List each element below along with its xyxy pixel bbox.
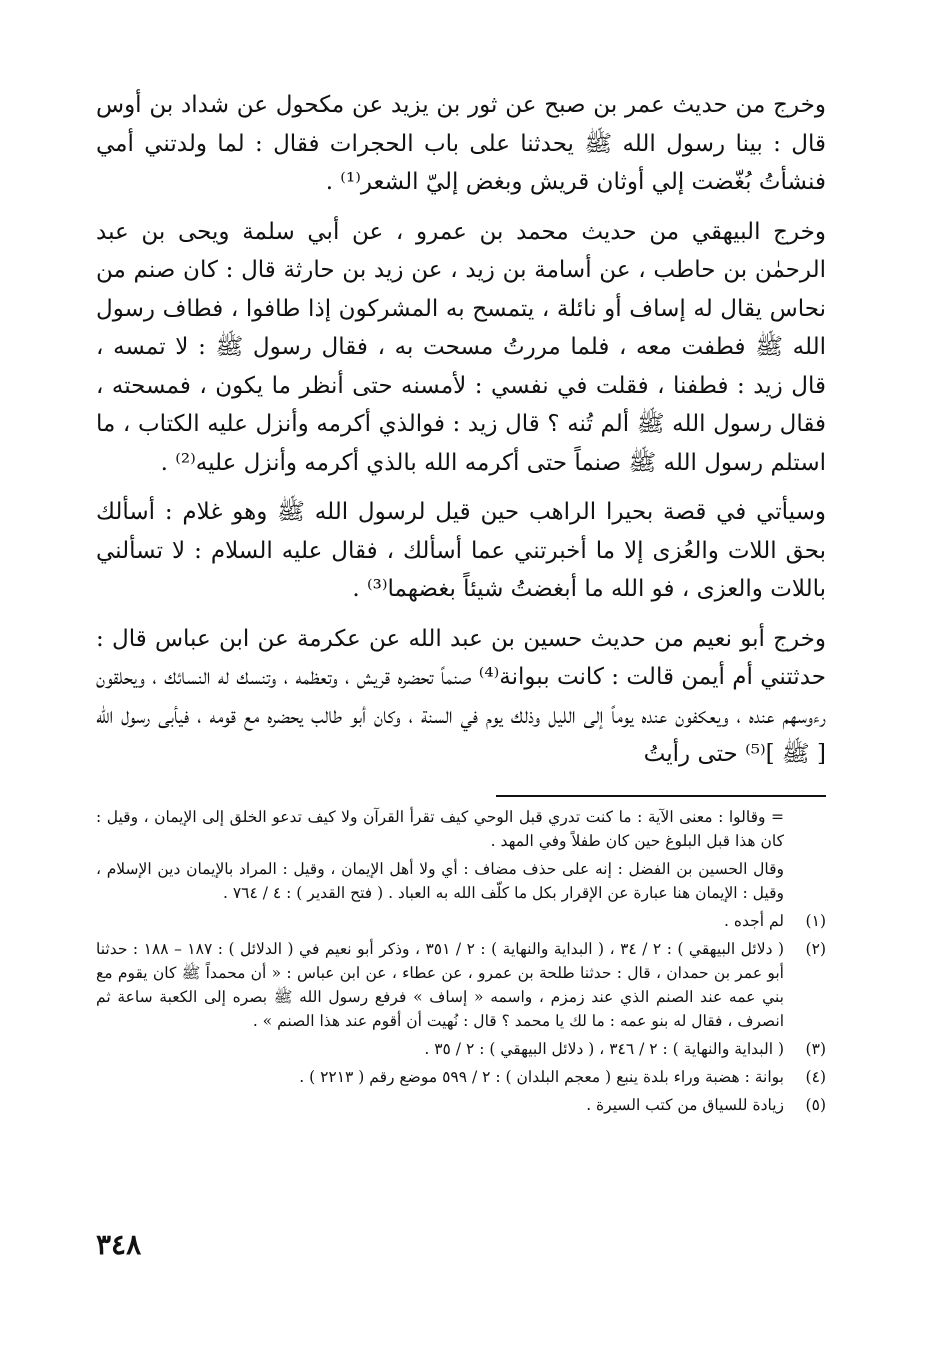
footnote-3 bbox=[96, 1037, 826, 1061]
footnote-number: (١) bbox=[805, 912, 826, 930]
footnote-5 bbox=[96, 1093, 826, 1117]
main-text bbox=[96, 86, 826, 785]
footnote-text: لم أجده . bbox=[724, 912, 784, 930]
footnote-number: (٥) bbox=[805, 1096, 826, 1114]
footnote-number: (٣) bbox=[805, 1040, 826, 1058]
footnote-continuation-1: = وقالوا : معنى الآية : ما كنت تدري قبل الوحي كيف تقرأ القرآن ولا كيف تدعو الخلق إلى الإيمان ، وقيل : كان هذا قبل البلوغ حين كان طفلاً وفي المهد . bbox=[96, 808, 784, 850]
footnotes bbox=[96, 805, 826, 1121]
footnote-continuation-2: وقال الحسين بن الفضل : إنه على حذف مضاف : أي ولا أهل الإيمان ، وقيل : المراد بالإيمان دين الإسلام ، وقيل : الإيمان هنا عبارة عن الإقرار بكل ما كلّف الله به العباد . ( فتح القدير ) : ٤ / ٧٦٤ . bbox=[96, 860, 784, 902]
footnote-text: ( البداية والنهاية ) : ٢ / ٣٤٦ ، ( دلائل البيهقي ) : ٢ / ٣٥ . bbox=[424, 1040, 784, 1058]
footnote-2 bbox=[96, 937, 826, 1033]
footnote-number: (٢) bbox=[805, 940, 826, 958]
footnote-number: (٤) bbox=[805, 1068, 826, 1086]
paragraph-2: وخرج البيهقي من حديث محمد بن عمرو ، عن أبي سلمة ويحى بن عبد الرحمٰن بن حاطب ، عن أسامة بن زيد ، عن زيد بن حارثة قال : كان صنم من نحاس يقال له إساف أو نائلة ، يتمسح به المشركون إذا طافوا ، فطاف رسول الله ﷺ فطفت معه ، فلما مررتُ مسحت به ، فقال رسول ﷺ : لا تمسه ، قال زيد : فطفنا ، فقلت في نفسي : لأمسنه حتى أنظر ما يكون ، فمسحته ، فقال رسول الله ﷺ ألم تُنه ؟ قال زيد : فوالذي أكرمه وأنزل عليه الكتاب ، ما استلم رسول الله ﷺ صنماً حتى أكرمه الله بالذي أكرمه وأنزل عليه⁽²⁾ . bbox=[96, 218, 826, 476]
footnote-text: بوانة : هضبة وراء بلدة ينبع ( معجم البلدان ) : ٢ / ٥٩٩ موضع رقم ( ٢٢١٣ ) . bbox=[299, 1068, 784, 1086]
paragraph-3: وسيأتي في قصة بحيرا الراهب حين قيل لرسول الله ﷺ وهو غلام : أسألك بحق اللات والعُزى إلا ما أخبرتني عما أسألك ، فقال عليه السلام : لا تسألني باللات والعزى ، فو الله ما أبغضتُ شيئاً بغضهما⁽³⁾ . bbox=[96, 499, 826, 602]
paragraph-1: وخرج من حديث عمر بن صبح عن ثور بن يزيد عن مكحول عن شداد بن أوس قال : بينا رسول الله ﷺ يحدثنا على باب الحجرات فقال : لما ولدتني أمي فنشأتُ بُغّضت إلي أوثان قريش وبغض إليّ الشعر⁽¹⁾ . bbox=[96, 92, 826, 195]
page-number: ٣٤٨ bbox=[96, 1228, 142, 1261]
footnote-4 bbox=[96, 1065, 826, 1089]
footnote-text: زيادة للسياق من كتب السيرة . bbox=[586, 1096, 784, 1114]
paragraph-4: وخرج أبو نعيم من حديث حسين بن عبد الله عن عكرمة عن ابن عباس قال : حدثتني أم أيمن قالت : كانت ببوانة⁽⁴⁾ صنماً تحضره قريش ، وتعظمه ، وتنسك له النسائك ، ويحلقون رءوسهم عنده ، ويعكفون عنده يوماً إلى الليل وذلك يوم في السنة ، وكان أبو طالب يحضره مع قومه ، فيأبى رسول الله [ ﷺ ]⁽⁵⁾ حتى رأيتُ bbox=[96, 625, 826, 767]
footnote-text: ( دلائل البيهقي ) : ٢ / ٣٤ ، ( البداية والنهاية ) : ٢ / ٣٥١ ، وذكر أبو نعيم في ( الدلائل ) : ١٨٧ – ١٨٨ : حدثنا أبو عمر بن حمدان ، قال : حدثنا طلحة بن عمرو ، عن عطاء ، عن ابن عباس : « أن محمداً ﷺ كان يقوم مع بني عمه عند الصنم الذي عند زمزم ، واسمه « إساف » فرفع رسول الله ﷺ بصره إلى الكعبة ساعة ثم انصرف ، فقال له بنو عمه : ما لك يا محمد ؟ قال : نُهيت أن أقوم عند هذا الصنم » . bbox=[96, 940, 784, 1030]
footnote-separator bbox=[496, 795, 826, 797]
footnote-1 bbox=[96, 909, 826, 933]
